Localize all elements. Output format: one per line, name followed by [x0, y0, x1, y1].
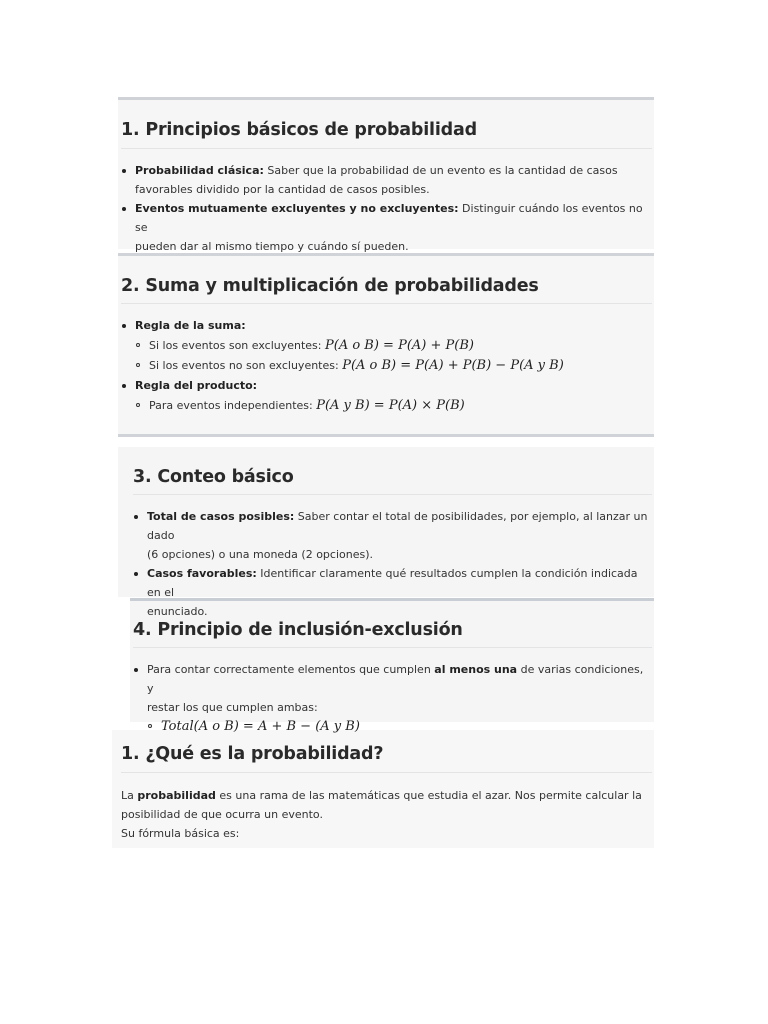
sub-item: [135, 396, 651, 416]
para-emphasis: probabilidad: [137, 789, 216, 802]
item-text: Para contar correctamente elementos que cumplen: [147, 663, 435, 676]
section-1-title: 1. Principios básicos de probabilidad: [121, 120, 477, 140]
list-item: [133, 507, 651, 564]
formula: P(A o B) = P(A) + P(B): [325, 338, 474, 353]
item-text: Saber que la probabilidad de un evento es la cantidad de casos: [263, 164, 618, 177]
item-term: Probabilidad clásica:: [135, 164, 264, 177]
item-text-cont: enunciado.: [147, 605, 208, 618]
list-item: [121, 376, 651, 416]
section-4-title: 4. Principio de inclusión-exclusión: [133, 620, 463, 640]
section-1-list: [121, 161, 651, 256]
section-1-rule: [121, 148, 652, 149]
product-rule-term: Regla del producto:: [135, 379, 258, 392]
section-2-rule: [121, 303, 652, 304]
item-text-cont: restar los que cumplen ambas:: [147, 701, 318, 714]
sub-item-text: Para eventos independientes:: [149, 399, 317, 412]
para-text: La: [121, 789, 138, 802]
sub-item-text: Si los eventos son excluyentes:: [149, 339, 325, 352]
formula: Total(A o B) = A + B − (A y B): [161, 719, 360, 734]
item-term: Total de casos posibles:: [147, 510, 295, 523]
formula: P(A y B) = P(A) × P(B): [316, 398, 465, 413]
section-5-title: 1. ¿Qué es la probabilidad?: [121, 744, 384, 764]
item-text-end: de varias condiciones, y: [147, 663, 644, 695]
item-text-cont: (6 opciones) o una moneda (2 opciones).: [147, 548, 373, 561]
item-emphasis: al menos una: [434, 663, 518, 676]
section-2-list: [121, 316, 651, 416]
section-2-title: 2. Suma y multiplicación de probabilidades: [121, 276, 539, 296]
section-5-rule: [121, 772, 652, 773]
para-text-formula-intro: Su fórmula básica es:: [121, 827, 240, 840]
sub-item-text: Si los eventos no son excluyentes:: [149, 359, 343, 372]
item-text-cont: pueden dar al mismo tiempo y cuándo sí pueden.: [135, 240, 409, 253]
para-text-end: es una rama de las matemáticas que estudia el azar. Nos permite calcular la: [215, 789, 642, 802]
product-rule-sublist: [135, 396, 651, 416]
sum-rule-term: Regla de la suma:: [135, 319, 246, 332]
para-text-cont: posibilidad de que ocurra un evento.: [121, 808, 323, 821]
list-item: [133, 660, 651, 736]
item-text-cont: favorables dividido por la cantidad de casos posibles.: [135, 183, 430, 196]
list-item: [121, 161, 651, 199]
list-item: [121, 316, 651, 376]
item-text: Distinguir cuándo los eventos no se: [135, 202, 643, 234]
sub-item: [135, 336, 651, 356]
section-4-list: [133, 660, 651, 736]
formula: P(A o B) = P(A) + P(B) − P(A y B): [342, 358, 564, 373]
section-3-title: 3. Conteo básico: [133, 467, 294, 487]
inclusion-exclusion-sublist: [147, 717, 651, 736]
section-5-paragraph: [121, 786, 651, 843]
section-4-rule: [133, 647, 652, 648]
item-text: Saber contar el total de posibilidades, por ejemplo, al lanzar un dado: [147, 510, 648, 542]
item-term: Eventos mutuamente excluyentes y no excluyentes:: [135, 202, 459, 215]
sub-item: [147, 717, 651, 736]
section-3-rule: [133, 494, 652, 495]
sub-item: [135, 356, 651, 376]
list-item: [121, 199, 651, 256]
section-3-list: [133, 507, 651, 621]
sum-rule-sublist: [135, 336, 651, 376]
item-term: Casos favorables:: [147, 567, 257, 580]
list-item: [133, 564, 651, 621]
item-text: Identificar claramente qué resultados cumplen la condición indicada en el: [147, 567, 638, 599]
